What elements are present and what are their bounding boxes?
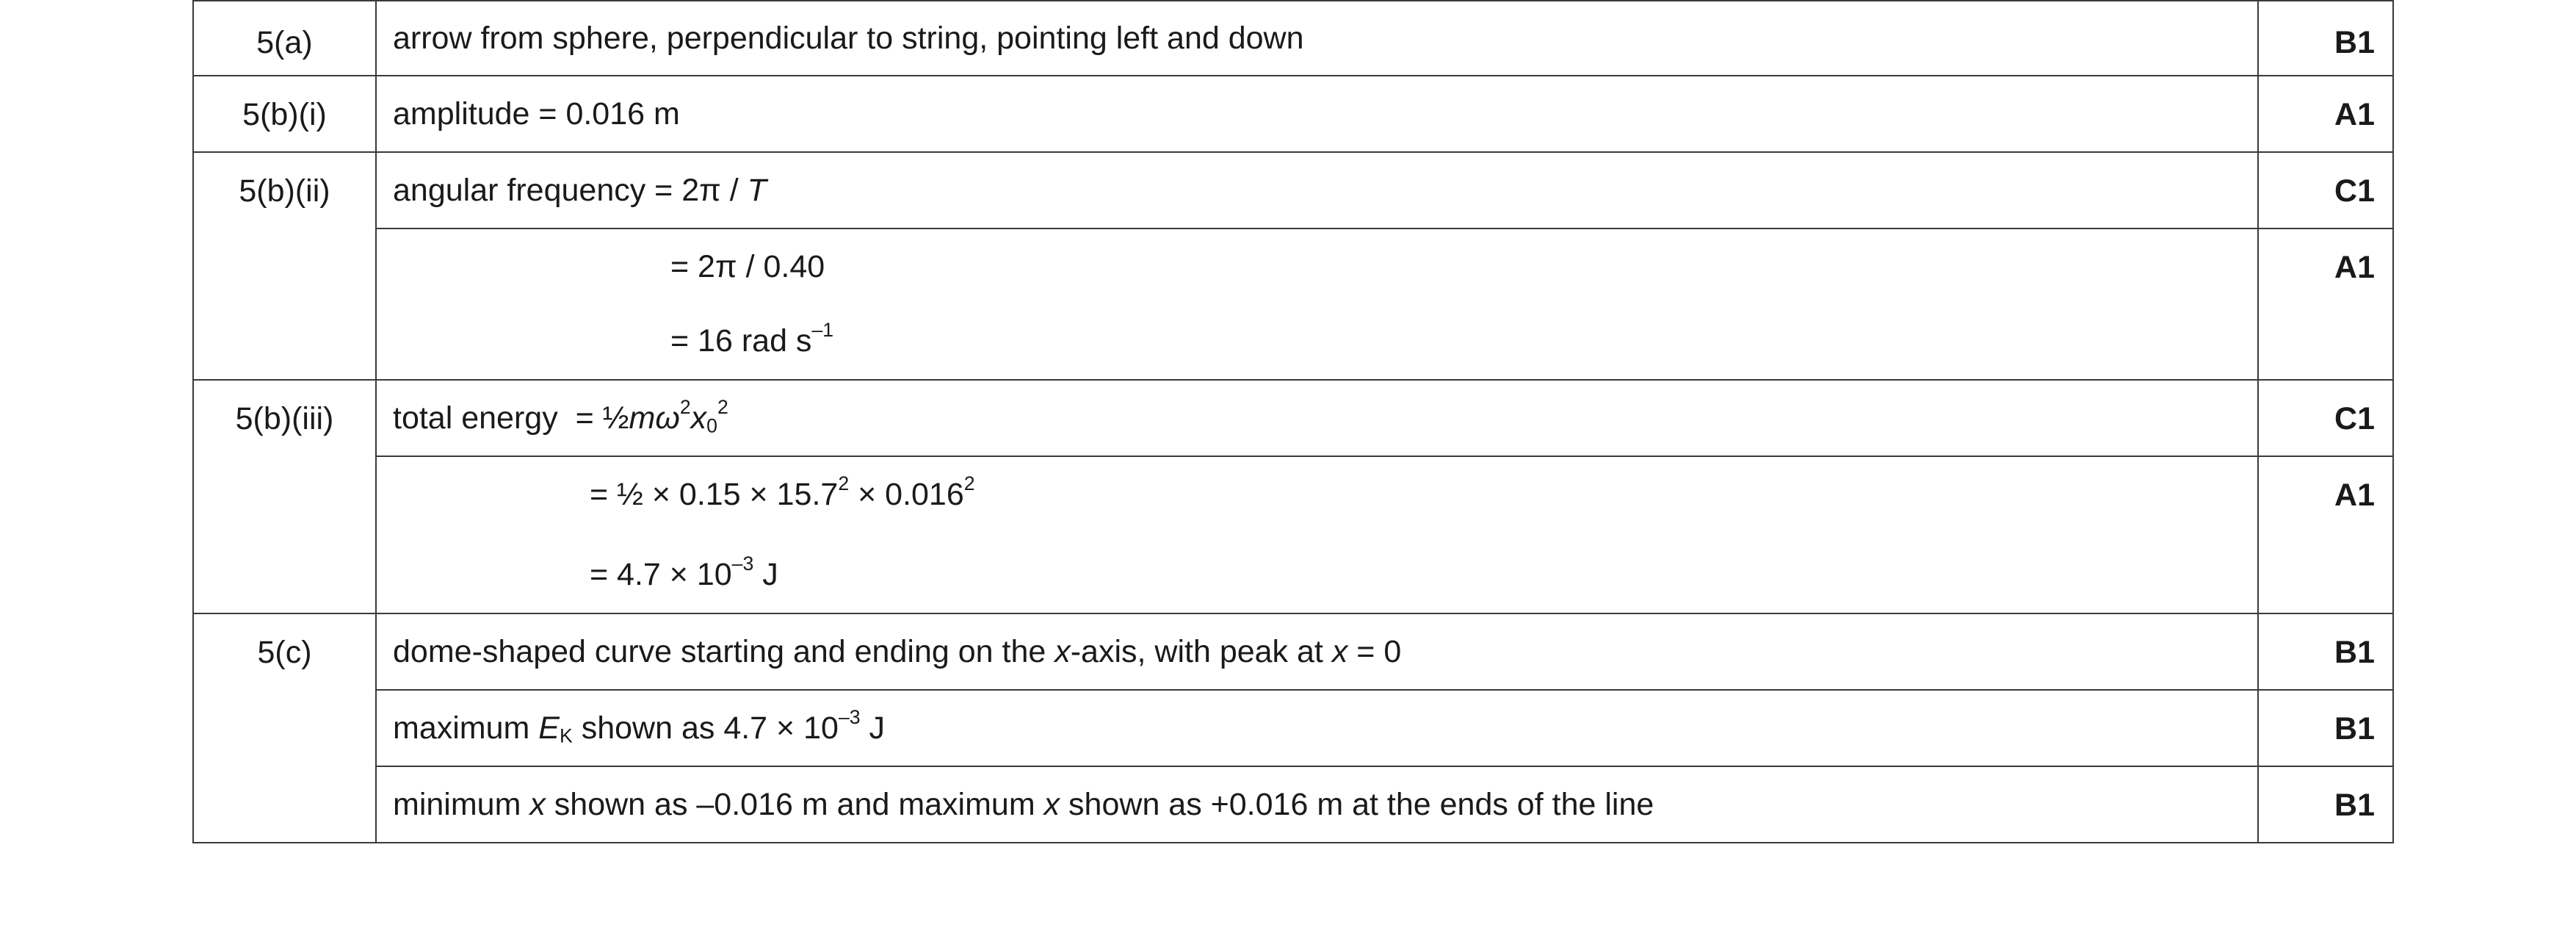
answer-text: [393, 381, 2257, 456]
answer-cell: [376, 456, 2258, 613]
answer-fragment: dome-shaped curve starting and ending on the: [393, 634, 1055, 669]
variable-E: E: [538, 710, 560, 746]
answer-fragment: = 16 rad s: [670, 323, 812, 359]
variable-m: m: [629, 400, 656, 436]
subscript: 0: [706, 414, 717, 437]
mark-cell: B1: [2258, 1, 2393, 76]
answer-fragment: angular frequency = 2π /: [393, 173, 748, 208]
variable-x: x: [690, 400, 707, 436]
question-number: 5(a): [193, 1, 376, 76]
mark-cell: B1: [2258, 766, 2393, 843]
variable-x: x: [1054, 634, 1071, 669]
variable-omega: ω: [655, 400, 680, 436]
table-row: [193, 613, 2393, 690]
superscript: –3: [838, 706, 861, 729]
question-number: 5(c): [193, 613, 376, 843]
superscript: –3: [731, 552, 754, 575]
answer-fragment: -axis, with peak at: [1070, 634, 1332, 669]
answer-fragment: × 0.016: [849, 477, 964, 512]
subscript: K: [559, 724, 573, 747]
superscript: 2: [717, 396, 728, 419]
answer-fragment: minimum: [393, 787, 530, 822]
answer-text: [393, 303, 2257, 379]
variable-x: x: [1331, 634, 1348, 669]
answer-text: = 2π / 0.40: [670, 249, 825, 284]
answer-cell: [376, 690, 2258, 766]
question-number: 5(b)(i): [193, 76, 376, 152]
table-row: [193, 76, 2393, 152]
mark-cell: B1: [2258, 613, 2393, 690]
answer-fragment: shown as 4.7 × 10: [572, 710, 839, 746]
variable-T: T: [747, 173, 767, 208]
answer-text: [393, 153, 2257, 228]
answer-text: amplitude = 0.016 m: [393, 96, 680, 132]
answer-fragment: = ½ × 0.15 × 15.7: [590, 477, 839, 512]
answer-cell: [376, 76, 2258, 152]
mark-cell: B1: [2258, 690, 2393, 766]
table-row: [193, 690, 2393, 766]
answer-text: [393, 614, 2257, 689]
table-row: [193, 228, 2393, 380]
superscript: –1: [811, 319, 834, 342]
table-row: [193, 380, 2393, 456]
table-row: [193, 152, 2393, 228]
mark-cell: A1: [2258, 76, 2393, 152]
answer-fragment: J: [753, 557, 778, 592]
superscript: 2: [679, 396, 691, 419]
mark-cell: A1: [2258, 228, 2393, 380]
mark-cell: C1: [2258, 380, 2393, 456]
superscript: 2: [838, 472, 850, 495]
answer-cell: [376, 380, 2258, 456]
variable-x: x: [1043, 787, 1060, 822]
answer-cell: [376, 613, 2258, 690]
answer-text: arrow from sphere, perpendicular to string, pointing left and down: [393, 21, 1304, 56]
superscript: 2: [963, 472, 975, 495]
answer-fragment: shown as –0.016 m and maximum: [545, 787, 1044, 822]
answer-text: [393, 691, 2257, 766]
question-number: 5(b)(iii): [193, 380, 376, 613]
answer-cell: [376, 766, 2258, 843]
mark-scheme-table: [192, 0, 2394, 843]
answer-cell: [376, 152, 2258, 228]
answer-cell: [376, 1, 2258, 76]
table-row: [193, 766, 2393, 843]
answer-fragment: J: [860, 710, 886, 746]
question-number: 5(b)(ii): [193, 152, 376, 380]
answer-cell: [376, 228, 2258, 380]
answer-fragment: maximum: [393, 710, 539, 746]
answer-fragment: = 0: [1347, 634, 1402, 669]
answer-text: [393, 457, 2257, 532]
answer-fragment: shown as +0.016 m at the ends of the line: [1060, 787, 1654, 822]
mark-cell: C1: [2258, 152, 2393, 228]
answer-text: [393, 767, 2257, 842]
table-row: [193, 1, 2393, 76]
answer-fragment: total energy = ½: [393, 400, 629, 436]
answer-text: [393, 536, 2257, 613]
variable-x: x: [529, 787, 546, 822]
mark-cell: A1: [2258, 456, 2393, 613]
table-row: [193, 456, 2393, 613]
answer-fragment: = 4.7 × 10: [590, 557, 732, 592]
